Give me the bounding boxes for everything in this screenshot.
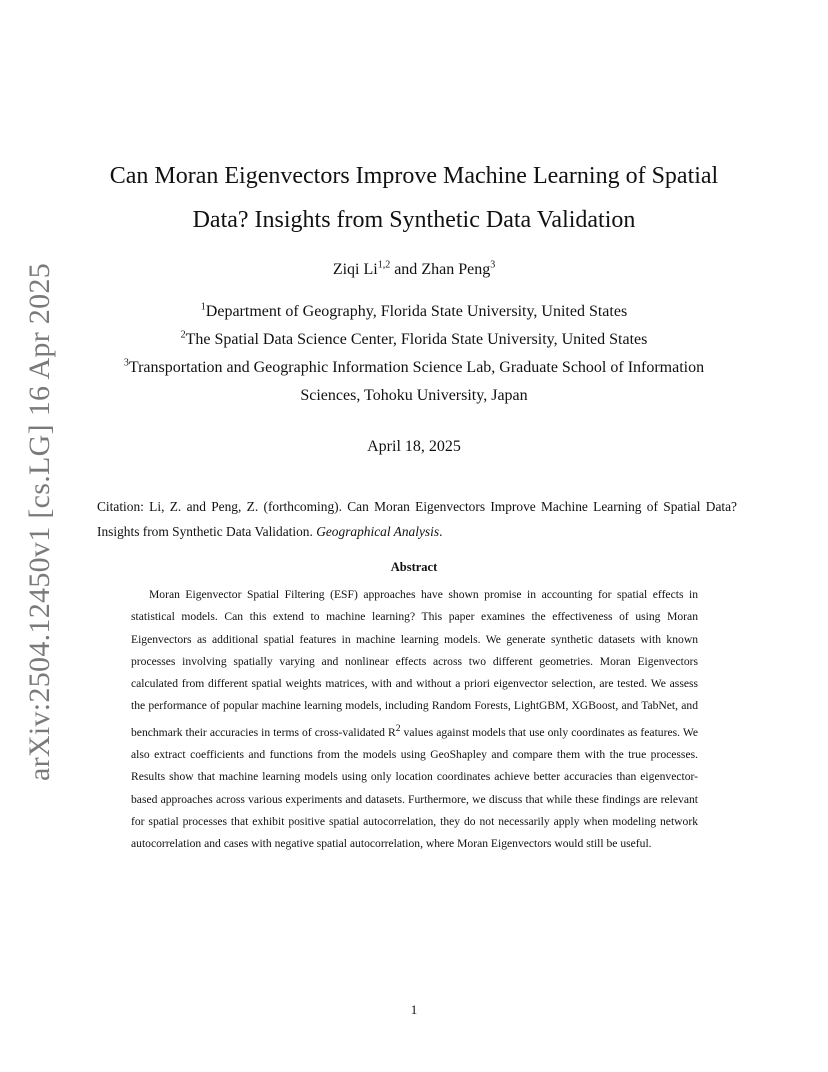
arxiv-identifier-stamp: arXiv:2504.12450v1 [cs.LG] 16 Apr 2025 xyxy=(23,262,56,782)
author-affiliation-marker: 1,2 xyxy=(377,259,391,271)
affiliation-text: Transportation and Geographic Information Science Lab, Graduate School of Information Sciences, Tohoku University, Japan xyxy=(128,359,705,404)
author-list xyxy=(100,258,728,282)
affiliation-1 xyxy=(96,298,732,326)
abstract-body xyxy=(131,584,698,855)
affiliation-text: Department of Geography, Florida State University, United States xyxy=(205,303,628,320)
author-affiliation-marker: 3 xyxy=(490,259,496,271)
affiliation-marker: 2 xyxy=(180,329,186,341)
author-conjunction: and xyxy=(390,261,422,278)
abstract-text-part1: Moran Eigenvector Spatial Filtering (ESF) approaches have shown promise in accounting for spatial effects in statistical models. Can this extend to machine learning? This paper examines the effectiveness of using Moran Eigenvectors as additional spatial features in machine learning models. We generate synthetic datasets with known processes involving spatially varying and nonlinear effects across two different geometries. Moran Eigenvectors calculated from different spatial weights matrices, with and without a priori eigenvector selection, are tested. We assess the performance of popular machine learning models, including Random Forests, LightGBM, XGBoost, and TabNet, and benchmark their accuracies in terms of cross-validated R xyxy=(131,588,698,739)
publication-date: April 18, 2025 xyxy=(367,438,461,455)
author-name: Ziqi Li xyxy=(332,261,378,278)
paper-title: Can Moran Eigenvectors Improve Machine Learning of Spatial Data? Insights from Synthetic Data Validation xyxy=(109,163,719,233)
r-squared-superscript: 2 xyxy=(395,722,401,734)
affiliation-3 xyxy=(96,354,732,410)
abstract-text-part2: values against models that use only coordinates as features. We also extract coefficients and functions from the models using GeoShapley and compare them with the true processes. Results show that machine learning models using only location coordinates achieve better accuracies than eigenvector-based approaches across various experiments and datasets. Furthermore, we discuss that while these findings are relevant for spatial processes that exhibit positive spatial autocorrelation, they do not necessarily apply when modeling network autocorrelation and cases with negative spatial autocorrelation, where Moran Eigenvectors would still be useful. xyxy=(131,725,698,851)
citation-paragraph xyxy=(97,494,737,544)
affiliation-text: The Spatial Data Science Center, Florida State University, United States xyxy=(185,331,648,348)
author-name: Zhan Peng xyxy=(421,261,491,278)
affiliation-2 xyxy=(96,326,732,354)
abstract-heading: Abstract xyxy=(390,560,438,574)
page-number: 1 xyxy=(410,1002,418,1017)
affiliation-marker: 3 xyxy=(123,357,129,369)
affiliation-marker: 1 xyxy=(200,301,206,313)
citation-end: . xyxy=(439,524,443,539)
citation-text: Citation: Li, Z. and Peng, Z. (forthcoming). Can Moran Eigenvectors Improve Machine Learning of Spatial Data? Insights from Synthetic Data Validation. xyxy=(97,499,737,539)
citation-journal: Geographical Analysis xyxy=(316,524,440,539)
